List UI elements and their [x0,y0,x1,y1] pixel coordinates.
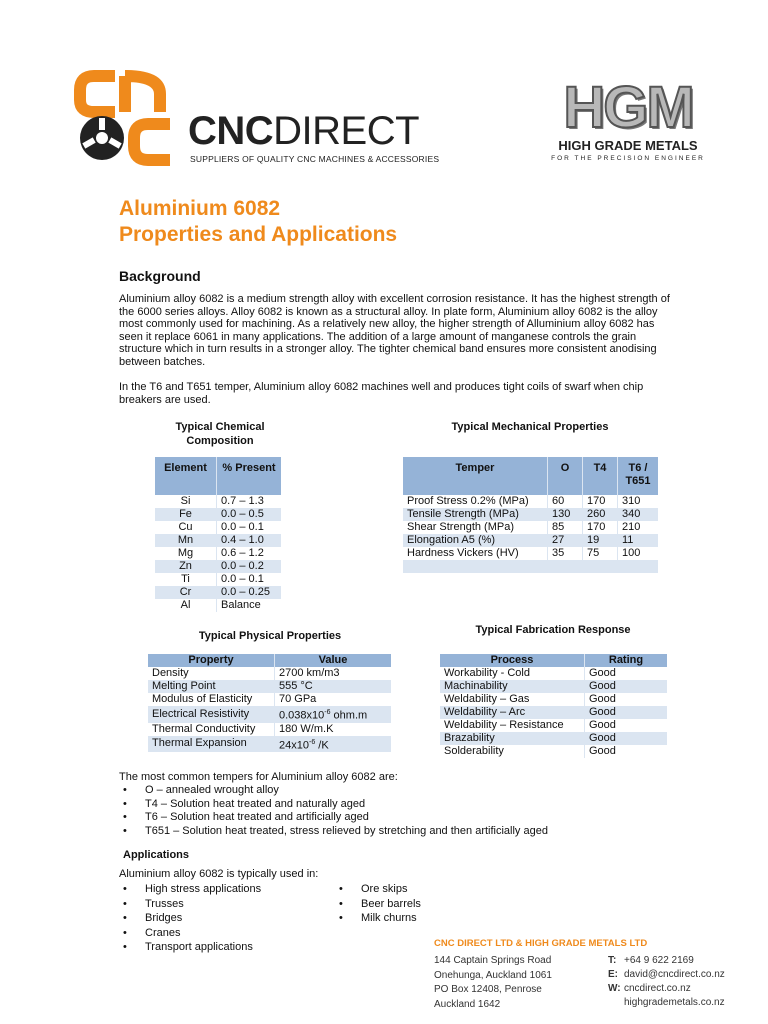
percent-cell: 0.6 – 1.2 [217,547,282,560]
element-cell: Cu [178,521,193,533]
cnc-logo-name-bold: CNC [188,109,274,153]
list-item: • O – annealed wrought alloy [119,784,679,798]
phys-caption: Typical Physical Properties [198,630,342,642]
table-row [155,586,281,599]
rating-cell: Good [585,667,668,680]
process-cell: Brazability [440,732,585,745]
fab-header-rating: Rating [585,654,668,667]
o-cell: 60 [548,495,583,508]
t4-cell: 170 [583,495,618,508]
process-cell: Solderability [444,745,504,757]
table-row [148,706,391,723]
contact-address-line: Onehunga, Auckland 1061 [434,969,552,981]
process-cell: Machinability [440,680,585,693]
contact-web-link-1[interactable]: cncdirect.co.nz [624,983,691,994]
rating-cell: Good [585,693,668,706]
t6-cell: 340 [618,508,659,521]
o-cell [548,560,583,573]
cnc-logo-tagline: SUPPLIERS OF QUALITY CNC MACHINES & ACCESSORIES [190,154,440,164]
table-row [148,736,391,753]
contact-address-line: PO Box 12408, Penrose [434,984,542,995]
cnc-logo-mark [70,66,170,166]
property-cell: Hardness Vickers (HV) [407,547,519,559]
table-row [403,521,658,534]
applications-heading: Applications [123,849,190,861]
phys-header-value: Value [275,654,392,667]
table-row [155,508,281,521]
o-cell: 27 [548,534,583,547]
t6-cell [618,560,659,573]
list-item: • Cranes [119,926,329,941]
rating-cell: Good [585,680,668,693]
t4-cell: 260 [583,508,618,521]
list-item: • Transport applications [119,940,329,955]
percent-cell: Balance [217,599,282,612]
background-paragraph-1: Aluminium alloy 6082 is a medium strength alloy with excellent corrosion resistance. It has the highest strength of the 6000 series alloys. Alloy 6082 is known as a structural alloy. In plate form, Aluminium alloy 6082 is the alloy most commonly used for machining. As a relatively new alloy, the higher strength of Alluminium alloy 6082 has seen it replace 6061 in many applications. The addition of a large amount of manganese controls the grain structure which in turn results in a stronger alloy. The tighter chemical band ensures more consistent anodising between batches. [119,293,670,368]
hgm-logo-name: HIGH GRADE METALS [558,138,698,153]
table-row [440,680,667,693]
list-item: • Ore skips [335,882,485,897]
property-cell: Proof Stress 0.2% (MPa) [407,495,529,507]
table-row [148,693,391,706]
list-item: • Bridges [119,911,329,926]
applications-intro: Aluminium alloy 6082 is typically used in: [119,868,319,880]
t4-cell: 75 [583,547,618,560]
property-cell: Shear Strength (MPa) [407,521,514,533]
property-cell: Thermal Conductivity [152,722,256,735]
t4-cell [583,560,618,573]
table-row [440,693,667,706]
rating-cell: Good [585,732,668,745]
table-row [155,560,281,573]
element-cell: Ti [181,573,190,585]
contact-web-row [608,982,691,997]
rating-cell: Good [585,745,668,758]
contact-email-link[interactable]: david@cncdirect.co.nz [624,969,725,980]
table-row [440,667,667,680]
chem-table [155,457,281,612]
contact-phone-label: T: [608,955,617,966]
list-item: • Beer barrels [335,897,485,912]
chem-caption: Typical Chemical Composition [175,421,265,447]
hgm-logo-tagline: FOR THE PRECISION ENGINEER [551,155,705,162]
mech-header-o: O [548,457,583,495]
table-row [155,573,281,586]
contact-address [434,954,552,1012]
table-row [148,723,391,736]
tempers-intro: The most common tempers for Aluminium alloy 6082 are: [119,771,398,783]
hgm-logo [540,75,720,166]
table-row [155,599,281,612]
fab-header-process: Process [440,654,585,667]
phys-table [148,654,391,752]
contact-web-link-2[interactable]: highgrademetals.co.nz [624,997,725,1008]
process-cell: Workability - Cold [444,667,530,679]
t6-cell: 100 [618,547,659,560]
table-row [403,547,658,560]
property-cell: Density [152,667,189,679]
contact-email-row [608,968,725,983]
element-cell: Si [180,495,191,507]
t6-cell: 11 [618,534,659,547]
table-row [440,732,667,745]
table-row [403,560,658,573]
element-cell: Cr [155,586,217,599]
contact-address-line: Auckland 1642 [434,998,501,1010]
value-cell: $24x10^{-6}$ /K [275,736,392,753]
table-row [155,521,281,534]
table-row [155,547,281,560]
process-cell: Weldability – Arc [440,706,585,719]
property-cell: Elongation A5 (%) [403,534,548,547]
mech-header-temper: Temper [403,457,548,495]
table-row [155,495,281,508]
element-cell: Fe [155,508,217,521]
value-cell: 180 W/m.K [275,723,392,736]
contact-block [434,938,754,1008]
contact-email-label: E: [608,969,618,980]
table-row [440,706,667,719]
o-cell: 85 [548,521,583,534]
t4-cell: 19 [583,534,618,547]
property-cell: Electrical Resistivity [148,706,275,723]
table-row [148,667,391,680]
percent-cell: 0.0 – 0.1 [217,573,282,586]
property-cell: Modulus of Elasticity [152,693,253,705]
percent-cell: 0.0 – 0.2 [217,560,282,573]
property-cell: Thermal Expansion [148,736,275,753]
list-item: • High stress applications [119,882,329,897]
page-title-line1: Aluminium 6082 [119,197,281,220]
percent-cell: 0.0 – 0.5 [217,508,282,521]
rating-cell: Good [585,706,668,719]
contact-web-label: W: [608,983,621,994]
mech-caption: Typical Mechanical Properties [451,421,609,433]
property-cell: Melting Point [148,680,275,693]
table-row [440,745,667,758]
element-cell: Zn [155,560,217,573]
t6-cell: 210 [618,521,659,534]
tempers-list [119,784,679,838]
phys-header-property: Property [148,654,275,667]
background-paragraph-2: In the T6 and T651 temper, Aluminium alloy 6082 machines well and produces tight coils of swarf when chip breakers are used. [119,381,644,406]
o-cell: 35 [548,547,583,560]
t6-cell: 310 [618,495,659,508]
t4-cell: 170 [583,521,618,534]
process-cell: Weldability – Resistance [444,719,564,731]
list-item: • T4 – Solution heat treated and naturally aged [119,798,679,812]
table-row [403,508,658,521]
table-row [440,719,667,732]
value-cell: 2700 km/m3 [275,667,392,680]
applications-list-2 [335,882,485,926]
contact-phone-row [608,954,694,969]
element-cell: Mn [155,534,217,547]
contact-phone[interactable]: +64 9 622 2169 [624,955,694,966]
percent-cell: 0.4 – 1.0 [217,534,282,547]
table-row [155,534,281,547]
list-item: • T651 – Solution heat treated, stress relieved by stretching and then artificially aged [119,825,679,839]
fab-table [440,654,667,758]
percent-cell: 0.7 – 1.3 [217,495,282,508]
percent-cell: 0.0 – 0.1 [217,521,282,534]
chem-header-element: Element [155,457,217,495]
process-cell: Weldability – Gas [444,693,530,705]
value-cell: 555 °C [275,680,392,693]
table-row [148,680,391,693]
list-item: • T6 – Solution heat treated and artificially aged [119,811,679,825]
contact-address-line: 144 Captain Springs Road [434,955,552,966]
percent-cell: 0.0 – 0.25 [217,586,282,599]
hgm-logo-letters: HGM [563,75,693,140]
mech-header-t4: T4 [583,457,618,495]
element-cell: Mg [177,547,194,559]
contact-company: CNC DIRECT LTD & HIGH GRADE METALS LTD [434,938,648,949]
mech-table [403,457,658,573]
property-cell [403,560,548,573]
mech-header-t6: T6 / T651 [618,457,659,495]
cnc-logo [70,66,450,170]
table-row [403,534,658,547]
cnc-logo-name [188,110,419,152]
page-title [119,196,397,248]
value-cell: $0.038x10^{-6}$ ohm.m [275,706,392,723]
fab-caption: Typical Fabrication Response [475,624,631,636]
o-cell: 130 [548,508,583,521]
element-cell: Al [180,599,191,611]
list-item: • Trusses [119,897,329,912]
page-title-line2: Properties and Applications [119,223,398,246]
table-row [403,495,658,508]
chem-header-percent: % Present [217,457,282,495]
background-heading: Background [119,268,201,284]
property-cell: Tensile Strength (MPa) [403,508,548,521]
rating-cell: Good [585,719,668,732]
applications-list-1 [119,882,329,955]
cnc-logo-name-light: DIRECT [273,109,420,153]
list-item: • Milk churns [335,911,485,926]
value-cell: 70 GPa [275,693,392,706]
